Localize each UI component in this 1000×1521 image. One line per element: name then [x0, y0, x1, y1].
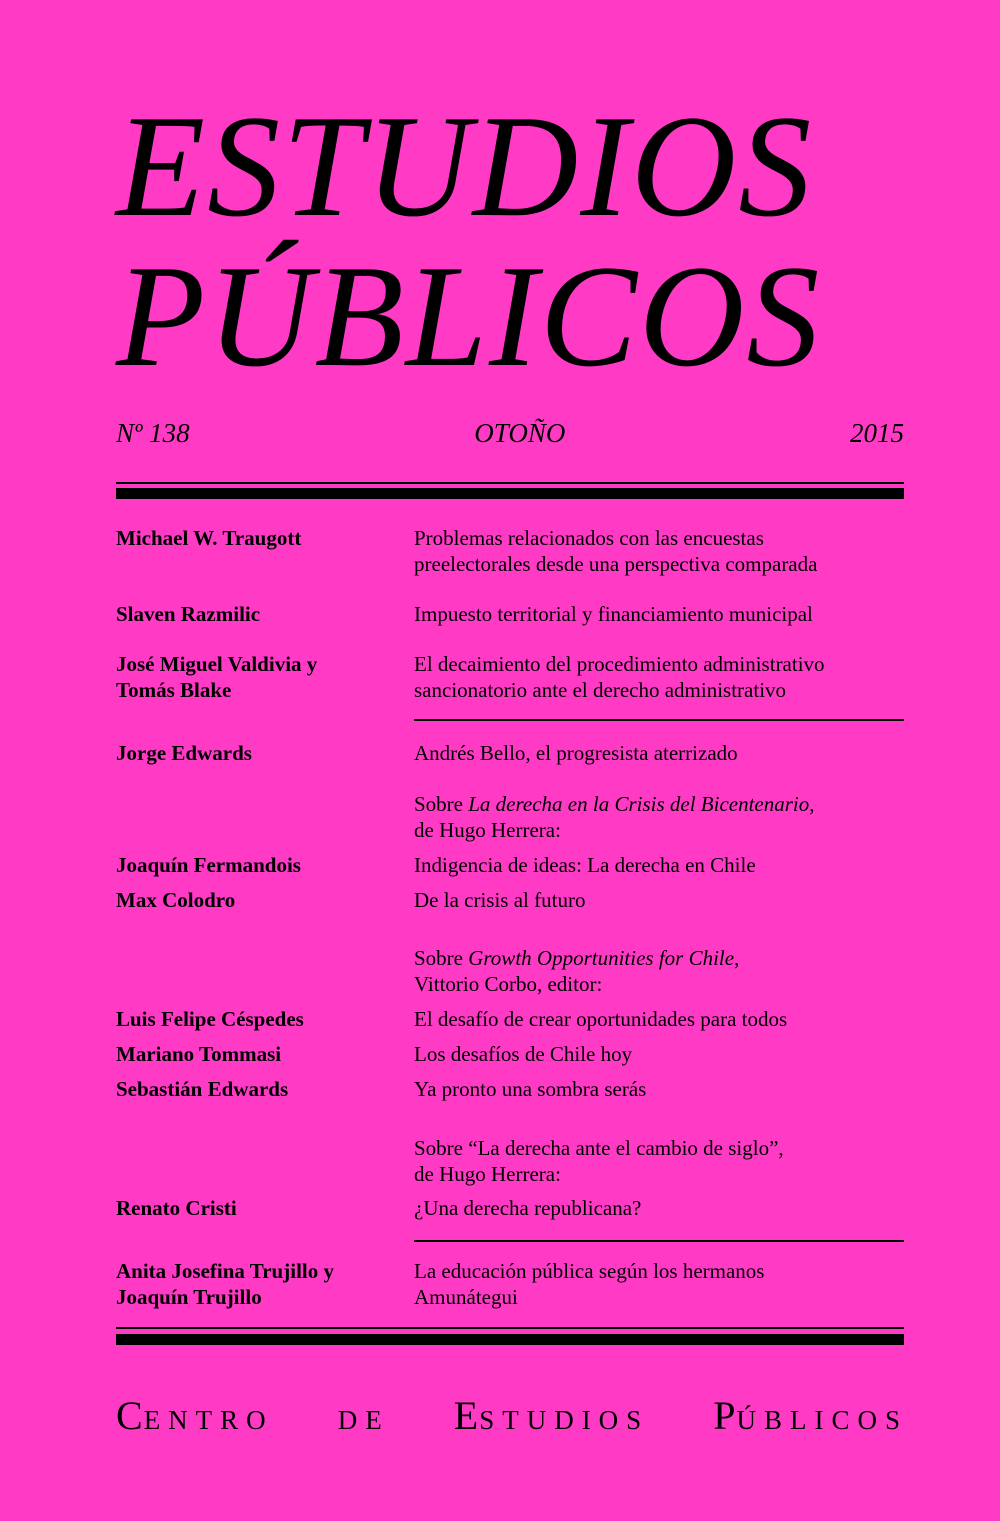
author-sebastian-edwards: Sebastián Edwards	[116, 1077, 289, 1101]
issue-season: OTOÑO	[474, 418, 566, 448]
article-cristi: ¿Una derecha republicana?	[414, 1196, 642, 1220]
author-cristi: Renato Cristi	[116, 1196, 237, 1220]
article-traugott: Problemas relacionados con las encuestas preelectorales desde una perspectiva comparada	[414, 526, 818, 576]
article-tommasi: Los desafíos de Chile hoy	[414, 1042, 633, 1066]
section-heading-herrera-article	[414, 1135, 914, 1187]
article-fermandois: Indigencia de ideas: La derecha en Chile	[414, 853, 756, 877]
book-title: Growth Opportunities for Chile	[468, 946, 735, 970]
top-rule-thin	[116, 482, 904, 484]
publisher-word-4: PÚBLICOS	[713, 1393, 908, 1438]
section-heading-suffix: ,	[734, 946, 740, 970]
author-colodro: Max Colodro	[116, 888, 236, 912]
top-rule-thick	[116, 488, 904, 499]
section-rule-1	[414, 719, 904, 721]
section-heading-herrera-book	[414, 791, 914, 843]
author-traugott: Michael W. Traugott	[116, 526, 302, 550]
article-cespedes: El desafío de crear oportunidades para todos	[414, 1007, 788, 1031]
section-rule-2	[414, 1240, 904, 1242]
author-razmilic: Slaven Razmilic	[116, 602, 261, 626]
section-heading-line2: de Hugo Herrera:	[414, 1162, 561, 1186]
book-title: La derecha en la Crisis del Bicentenario	[468, 792, 810, 816]
article-jorge-edwards: Andrés Bello, el progresista aterrizado	[414, 741, 738, 765]
section-heading-line2: Vittorio Corbo, editor:	[414, 972, 603, 996]
section-heading-corbo-book	[414, 945, 914, 997]
author-valdivia-blake: José Miguel Valdivia y Tomás Blake	[116, 652, 318, 702]
issue-number: Nº 138	[116, 418, 190, 448]
author-trujillo: Anita Josefina Trujillo y Joaquín Trujillo	[116, 1259, 334, 1309]
bottom-rule-thin	[116, 1327, 904, 1329]
author-tommasi: Mariano Tommasi	[116, 1042, 282, 1066]
journal-title-line1: ESTUDIOS	[116, 85, 814, 247]
article-valdivia-blake: El decaimiento del procedimiento administrativo sancionatorio ante el derecho administrativo	[414, 652, 825, 702]
section-heading-line1: Sobre “La derecha ante el cambio de siglo”,	[414, 1136, 784, 1160]
publisher-word-3: ESTUDIOS	[453, 1393, 650, 1438]
author-fermandois: Joaquín Fermandois	[116, 853, 301, 877]
publisher-word-2: DE	[337, 1405, 390, 1435]
article-razmilic: Impuesto territorial y financiamiento municipal	[414, 602, 813, 626]
author-jorge-edwards: Jorge Edwards	[116, 741, 252, 765]
bottom-rule-thick	[116, 1334, 904, 1345]
section-heading-prefix: Sobre	[414, 946, 469, 970]
publisher-word-1: CENTRO	[116, 1393, 274, 1438]
issue-year: 2015	[850, 418, 904, 448]
article-colodro: De la crisis al futuro	[414, 888, 586, 912]
section-heading-line2: de Hugo Herrera:	[414, 818, 561, 842]
issue-info	[116, 418, 904, 449]
section-heading-prefix: Sobre	[414, 792, 469, 816]
journal-title-line2: PÚBLICOS	[116, 235, 822, 397]
publisher-name	[116, 1393, 908, 1438]
article-sebastian-edwards: Ya pronto una sombra serás	[414, 1077, 647, 1101]
section-heading-suffix: ,	[809, 792, 815, 816]
author-cespedes: Luis Felipe Céspedes	[116, 1007, 304, 1031]
article-trujillo: La educación pública según los hermanos Amunátegui	[414, 1259, 765, 1309]
